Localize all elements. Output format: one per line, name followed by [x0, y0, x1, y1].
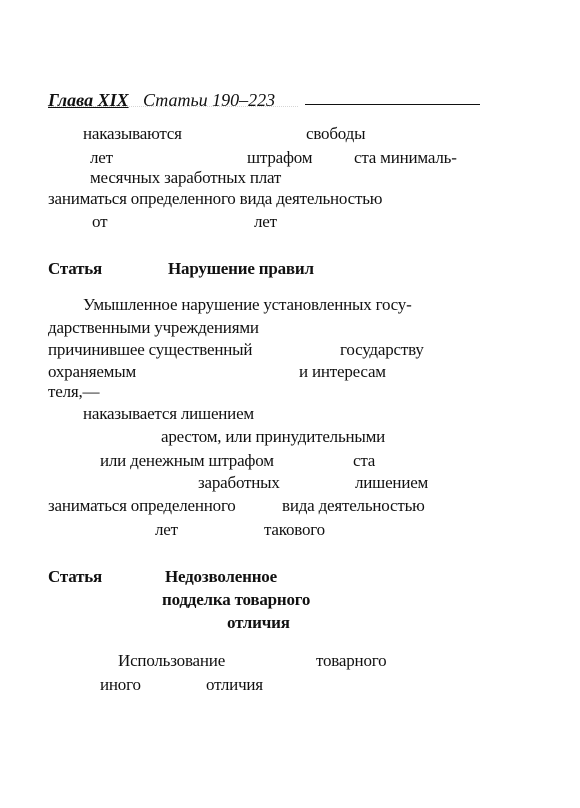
- text-fragment: штрафом: [247, 148, 313, 167]
- text-fragment: лет: [90, 148, 113, 167]
- text-fragment: отличия: [206, 675, 263, 694]
- text-fragment: заниматься определенного вида деятельностью: [48, 189, 383, 208]
- text-fragment: Умышленное нарушение установленных госу-: [83, 295, 412, 314]
- article-title-line: Недозволенное: [165, 567, 277, 586]
- text-fragment: от: [92, 212, 108, 231]
- chapter-label: Глава XIX: [48, 90, 129, 110]
- text-fragment: теля,—: [48, 382, 100, 401]
- text-fragment: дарственными учреждениями: [48, 318, 259, 337]
- article-label: Статья: [48, 567, 103, 586]
- header-rule: [305, 104, 480, 105]
- text-fragment: заработных: [198, 473, 280, 492]
- text-fragment: арестом, или принудительными: [161, 427, 386, 446]
- text-fragment: государству: [340, 340, 424, 359]
- text-fragment: ста: [353, 451, 376, 470]
- article-label: Статья: [48, 259, 103, 278]
- text-fragment: такового: [264, 520, 325, 539]
- text-fragment: наказывается лишением: [83, 404, 254, 423]
- text-fragment: причинившее существенный: [48, 340, 253, 359]
- articles-range: Статьи 190–223: [143, 90, 276, 110]
- text-fragment: иного: [100, 675, 141, 694]
- article-title-line: подделка товарного: [162, 590, 311, 609]
- text-fragment: и интересам: [299, 362, 386, 381]
- header-dotted-rule: [48, 106, 298, 107]
- text-fragment: или денежным штрафом: [100, 451, 274, 470]
- text-fragment: вида деятельностью: [282, 496, 425, 515]
- text-fragment: заниматься определенного: [48, 496, 236, 515]
- text-fragment: ста минималь-: [354, 148, 457, 167]
- text-fragment: Использование: [118, 651, 226, 670]
- text-fragment: свободы: [306, 124, 366, 143]
- text-fragment: лишением: [355, 473, 429, 492]
- article-title: Нарушение правил: [168, 259, 314, 278]
- text-fragment: месячных заработных плат: [90, 168, 282, 187]
- text-fragment: охраняемым: [48, 362, 137, 381]
- article-title-line: отличия: [227, 613, 290, 632]
- text-fragment: лет: [155, 520, 178, 539]
- text-fragment: лет: [254, 212, 277, 231]
- text-fragment: наказываются: [83, 124, 182, 143]
- text-fragment: товарного: [316, 651, 387, 670]
